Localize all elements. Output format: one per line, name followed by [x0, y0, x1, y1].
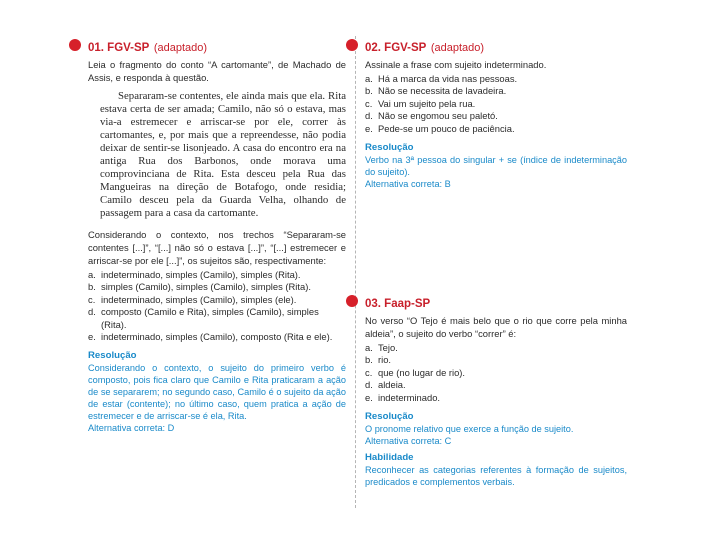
- skill-title: Habilidade: [365, 452, 414, 464]
- bullet-dot-icon: [69, 39, 81, 51]
- option-letter: c.: [365, 366, 373, 378]
- option-text: Há a marca da vida nas pessoas.: [378, 73, 518, 84]
- options-list: [365, 73, 627, 135]
- resolution-text: O pronome relativo que exerce a função de sujeito.: [365, 424, 574, 435]
- option-text: indeterminado, simples (Camilo), composto (Rita e ele).: [101, 331, 333, 343]
- question-source: (adaptado): [430, 42, 485, 54]
- question-03: [365, 294, 627, 488]
- option-text: indeterminado.: [378, 391, 441, 403]
- option-c[interactable]: [88, 294, 346, 306]
- option-text: que (no lugar de rio).: [378, 366, 466, 378]
- resolution-text: Considerando o contexto, o sujeito do primeiro verbo é composto, pois fica claro que Camilo e Rita praticaram a ação de se separarem; no segundo caso, Camilo é o sujeito da ação de estar (contente); no último caso, quem pratica a ação de estremecer e de arriscar-se é ela, Rita.: [88, 363, 346, 422]
- option-e[interactable]: [88, 331, 346, 343]
- option-letter: b.: [88, 281, 96, 293]
- option-b[interactable]: [88, 281, 346, 293]
- option-text: Não se necessita de lavadeira.: [378, 85, 507, 97]
- option-letter: e.: [88, 331, 96, 343]
- option-a[interactable]: [365, 342, 627, 354]
- option-d[interactable]: [88, 306, 346, 331]
- option-text: Vai um sujeito pela rua.: [378, 97, 476, 109]
- correct-answer: Alternativa correta: B: [365, 179, 451, 190]
- option-a[interactable]: [365, 73, 627, 85]
- option-e[interactable]: [365, 392, 627, 404]
- option-text: indeterminado, simples (Camilo), simples (ele).: [101, 293, 297, 305]
- question-header: [88, 38, 346, 54]
- question-source: (adaptado): [153, 42, 208, 54]
- literary-excerpt: [100, 90, 346, 220]
- options-list: [88, 269, 346, 343]
- option-e[interactable]: [365, 123, 627, 135]
- option-letter: d.: [365, 379, 373, 391]
- question-header: [365, 38, 627, 54]
- question-title: 01. FGV-SP: [88, 42, 150, 54]
- question-01: [88, 38, 346, 434]
- option-text: Não se engomou seu paletó.: [378, 110, 498, 122]
- resolution-text: Verbo na 3ª pessoa do singular + se (índice de indeterminação do sujeito).: [365, 155, 627, 178]
- option-a[interactable]: [88, 269, 346, 281]
- option-letter: b.: [365, 354, 373, 366]
- bullet-dot-icon: [346, 39, 358, 51]
- option-text: Tejo.: [378, 342, 398, 353]
- option-b[interactable]: [365, 354, 627, 366]
- option-d[interactable]: [365, 110, 627, 122]
- correct-answer: Alternativa correta: C: [365, 436, 452, 447]
- option-text: rio.: [378, 354, 392, 366]
- resolution-title: Resolução: [365, 411, 414, 423]
- option-letter: e.: [365, 122, 373, 134]
- resolution-title: Resolução: [88, 350, 137, 362]
- question-stem: Considerando o contexto, nos trechos “Separaram-se contentes [...]”, “[...] não só o estava [...]”, “[...] estremecer e arriscar-se por ele [...]”, os sujeitos são, respectivamente:: [88, 229, 346, 266]
- option-d[interactable]: [365, 379, 627, 391]
- options-list: [365, 342, 627, 404]
- question-title: 03. Faap-SP: [365, 298, 431, 310]
- question-stem: No verso “O Tejo é mais belo que o rio que corre pela minha aldeia”, o sujeito do verbo “correr” é:: [365, 315, 627, 339]
- excerpt-text: Separaram-se contentes, ele ainda mais que ela. Rita estava certa de ser amada; Camilo, não só o estava, mas via-a estremecer e arriscar-se por ele, correr às cartomantes, e, por mais que a repreendesse, não podia deixar de sentir-se lisonjeado. A casa do encontro era na antiga Rua dos Barbonos, onde morava uma comprovinciana de Rita. Esta desceu pela Rua das Mangueiras na direção de Botafogo, onde residia; Camilo desceu pela da Guarda Velha, olhando de passagem para a casa da cartomante.: [100, 90, 346, 219]
- correct-answer: Alternativa correta: D: [88, 423, 175, 434]
- question-title: 02. FGV-SP: [365, 42, 427, 54]
- option-letter: e.: [365, 391, 373, 403]
- right-column: [365, 38, 627, 488]
- resolution-title: Resolução: [365, 142, 414, 154]
- option-text: indeterminado, simples (Camilo), simples (Rita).: [101, 269, 301, 280]
- option-letter: c.: [365, 97, 373, 109]
- option-letter: a.: [365, 73, 373, 84]
- option-text: Pede-se um pouco de paciência.: [378, 122, 515, 134]
- option-b[interactable]: [365, 85, 627, 97]
- option-letter: b.: [365, 85, 373, 97]
- question-intro: Leia o fragmento do conto “A cartomante”, de Machado de Assis, e responda à questão.: [88, 59, 346, 83]
- option-letter: c.: [88, 293, 96, 305]
- option-c[interactable]: [365, 98, 627, 110]
- option-letter: a.: [88, 269, 96, 280]
- question-02: [365, 38, 627, 190]
- option-text: aldeia.: [378, 379, 406, 391]
- option-text: composto (Camilo e Rita), simples (Camilo), simples (Rita).: [101, 306, 319, 330]
- option-letter: d.: [365, 110, 373, 122]
- question-header: [365, 294, 627, 310]
- column-divider: [355, 36, 356, 508]
- option-letter: a.: [365, 342, 373, 353]
- question-stem: Assinale a frase com sujeito indeterminado.: [365, 59, 547, 70]
- skill-text: Reconhecer as categorias referentes à formação de sujeitos, predicados e complementos verbais.: [365, 465, 627, 488]
- option-text: simples (Camilo), simples (Camilo), simples (Rita).: [101, 281, 311, 293]
- option-letter: d.: [88, 306, 96, 318]
- bullet-dot-icon: [346, 295, 358, 307]
- option-c[interactable]: [365, 367, 627, 379]
